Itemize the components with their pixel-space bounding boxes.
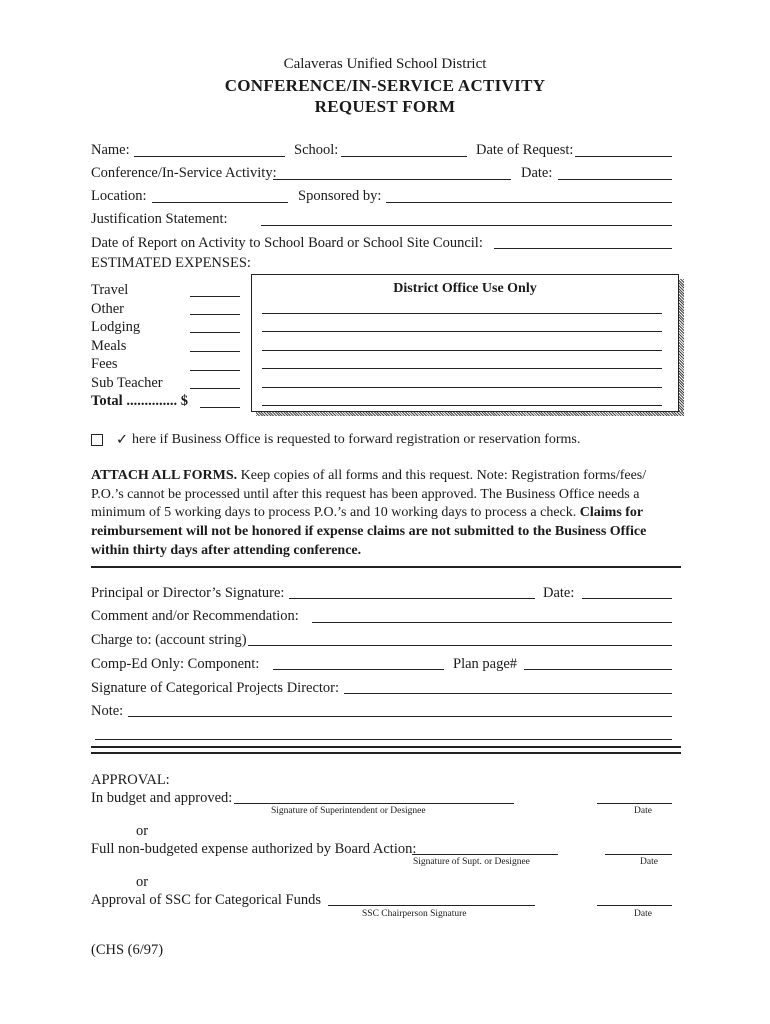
superintendent-signature-caption: Signature of Superintendent or Designee xyxy=(271,806,426,816)
location-label: Location: xyxy=(91,188,147,204)
sponsored-by-field[interactable] xyxy=(386,202,672,203)
comment-field[interactable] xyxy=(312,622,672,623)
school-label: School: xyxy=(294,142,339,158)
or-label-2: or xyxy=(136,874,149,890)
activity-date-label: Date: xyxy=(521,165,553,181)
activity-field[interactable] xyxy=(273,179,511,180)
expense-sub-teacher-field[interactable] xyxy=(190,388,240,389)
expense-meals-label: Meals xyxy=(91,338,127,354)
notice-lead: ATTACH ALL FORMS. xyxy=(91,468,238,483)
supt-signature-field[interactable] xyxy=(412,854,558,855)
district-line-3[interactable] xyxy=(262,350,662,351)
district-line-2[interactable] xyxy=(262,331,662,332)
principal-signature-label: Principal or Director’s Signature: xyxy=(91,585,285,601)
district-line-4[interactable] xyxy=(262,368,662,369)
plan-page-label: Plan page# xyxy=(453,656,518,672)
district-office-title: District Office Use Only xyxy=(393,281,537,296)
plan-page-field[interactable] xyxy=(524,669,672,670)
sponsored-by-label: Sponsored by: xyxy=(298,188,382,204)
date-of-request-label: Date of Request: xyxy=(476,142,574,158)
comment-label: Comment and/or Recommendation: xyxy=(91,608,299,624)
ssc-date-caption: Date xyxy=(634,909,652,919)
expense-sub-teacher-label: Sub Teacher xyxy=(91,375,163,391)
date-of-request-field[interactable] xyxy=(575,156,672,157)
district-line-1[interactable] xyxy=(262,313,662,314)
non-budgeted-date-caption: Date xyxy=(640,857,658,867)
box-shadow-right xyxy=(679,279,684,414)
form-title-line2: REQUEST FORM xyxy=(314,97,456,116)
check-mark-icon: ✓ xyxy=(116,432,129,448)
justification-field[interactable] xyxy=(261,225,672,226)
ssc-approval-label: Approval of SSC for Categorical Funds xyxy=(91,892,321,908)
approval-heading: APPROVAL: xyxy=(91,772,170,788)
note-field[interactable] xyxy=(128,716,672,717)
district-name: Calaveras Unified School District xyxy=(283,56,487,72)
expense-lodging-label: Lodging xyxy=(91,319,141,335)
comp-ed-field[interactable] xyxy=(273,669,444,670)
district-office-box xyxy=(251,274,679,412)
notice-paragraph xyxy=(91,467,681,561)
note-label: Note: xyxy=(91,703,124,719)
expense-travel-label: Travel xyxy=(91,282,129,298)
charge-to-field[interactable] xyxy=(248,645,672,646)
forward-forms-checkbox[interactable] xyxy=(91,434,103,446)
expense-total-label: Total .............. $ xyxy=(91,393,188,409)
activity-date-field[interactable] xyxy=(558,179,672,180)
justification-label: Justification Statement: xyxy=(91,211,228,227)
superintendent-signature-field[interactable] xyxy=(234,803,514,804)
in-budget-date-caption: Date xyxy=(634,806,652,816)
comp-ed-label: Comp-Ed Only: Component: xyxy=(91,656,260,672)
ssc-date-field[interactable] xyxy=(597,905,672,906)
ssc-signature-caption: SSC Chairperson Signature xyxy=(362,909,467,919)
expense-other-field[interactable] xyxy=(190,314,240,315)
charge-to-label: Charge to: (account string) xyxy=(91,632,247,648)
in-budget-label: In budget and approved: xyxy=(91,790,233,806)
non-budgeted-date-field[interactable] xyxy=(605,854,672,855)
expense-other-label: Other xyxy=(91,301,125,317)
expense-fees-field[interactable] xyxy=(190,370,240,371)
checkbox-label: here if Business Office is requested to forward registration or reservation forms. xyxy=(132,432,581,447)
notice-body: Keep copies of all forms and this request. Note: Registration forms/fees/ P.O.’s cannot be processed until after this request has been approved. The Business Office needs a minimum of 5 working days to process P.O.’s and 10 working days to process a check. xyxy=(91,468,647,521)
principal-date-field[interactable] xyxy=(582,598,672,599)
or-label-1: or xyxy=(136,823,149,839)
activity-label: Conference/In-Service Activity: xyxy=(91,165,277,181)
note-field-2[interactable] xyxy=(95,739,672,740)
form-code: (CHS (6/97) xyxy=(91,942,164,958)
expense-total-field[interactable] xyxy=(200,407,240,408)
double-rule-bottom xyxy=(91,752,681,754)
double-rule-top xyxy=(91,746,681,748)
expense-travel-field[interactable] xyxy=(190,296,240,297)
date-of-report-field[interactable] xyxy=(494,248,672,249)
non-budgeted-label: Full non-budgeted expense authorized by Board Action: xyxy=(91,841,417,857)
in-budget-date-field[interactable] xyxy=(597,803,672,804)
expense-lodging-field[interactable] xyxy=(190,332,240,333)
categorical-signature-label: Signature of Categorical Projects Director: xyxy=(91,680,340,696)
location-field[interactable] xyxy=(152,202,288,203)
date-of-report-label: Date of Report on Activity to School Board or School Site Council: xyxy=(91,235,483,251)
school-field[interactable] xyxy=(341,156,467,157)
district-line-6[interactable] xyxy=(262,405,662,406)
section-divider xyxy=(91,566,681,568)
principal-date-label: Date: xyxy=(543,585,575,601)
expense-meals-field[interactable] xyxy=(190,351,240,352)
categorical-signature-field[interactable] xyxy=(344,693,672,694)
form-title-line1: CONFERENCE/IN-SERVICE ACTIVITY xyxy=(224,76,546,95)
name-label: Name: xyxy=(91,142,130,158)
district-line-5[interactable] xyxy=(262,387,662,388)
ssc-signature-field[interactable] xyxy=(328,905,535,906)
expense-fees-label: Fees xyxy=(91,356,118,372)
supt-signature-caption: Signature of Supt. or Designee xyxy=(413,857,530,867)
notice-bold-tail: Claims for reimbursement will not be honored if expense claims are not submitted to the Business Office within thirty days after attending conference. xyxy=(91,505,647,558)
estimated-expenses-heading: ESTIMATED EXPENSES: xyxy=(91,255,251,271)
name-field[interactable] xyxy=(134,156,285,157)
principal-signature-field[interactable] xyxy=(289,598,535,599)
